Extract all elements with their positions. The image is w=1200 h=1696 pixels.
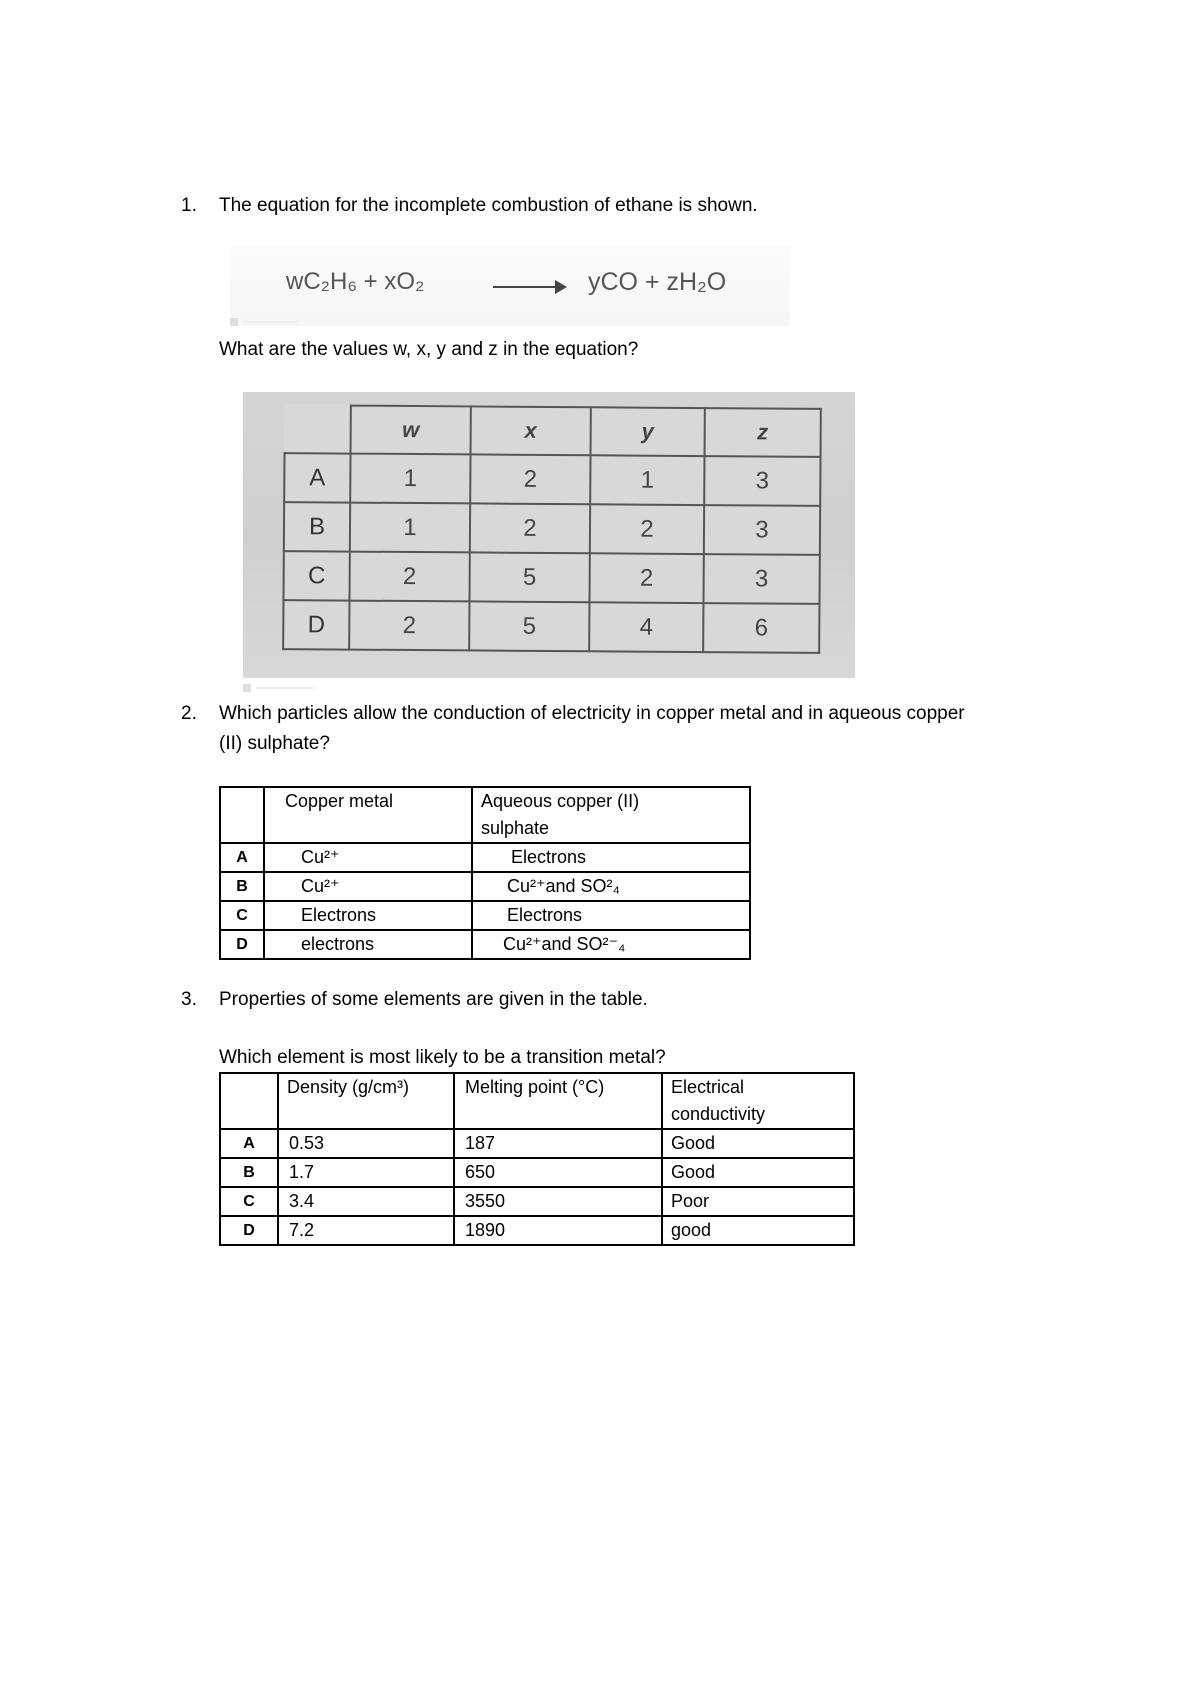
table-row — [220, 1216, 854, 1245]
question-3-number: 3. — [181, 989, 197, 1010]
table-header: Copper metal — [264, 787, 472, 843]
question-1-number: 1. — [181, 195, 197, 216]
option-label: B — [220, 872, 264, 901]
option-label: D — [220, 930, 264, 959]
table-cell: 2 — [349, 552, 469, 602]
table-cell: good — [662, 1216, 854, 1245]
q3-properties-table — [219, 1072, 855, 1246]
table-cell: 7.2 — [278, 1216, 454, 1245]
table-cell: 2 — [349, 601, 469, 651]
table-cell: 1 — [590, 455, 704, 505]
table-cell: Cu²⁺ — [264, 872, 472, 901]
q1-answer-table — [282, 404, 822, 654]
option-label: C — [283, 551, 349, 600]
option-label: C — [220, 1187, 278, 1216]
table-cell: 187 — [454, 1129, 662, 1158]
table-cell: Cu²⁺and SO²⁻₄ — [472, 930, 750, 959]
table-cell: 6 — [703, 603, 819, 653]
question-2-number: 2. — [181, 703, 197, 724]
table-row — [220, 1129, 854, 1158]
table-header — [472, 787, 750, 843]
table-row — [283, 551, 819, 604]
table-row — [284, 502, 820, 555]
table-row — [220, 872, 750, 901]
table-header: x — [471, 406, 591, 455]
table-cell: electrons — [264, 930, 472, 959]
option-label: D — [220, 1216, 278, 1245]
table-header: z — [705, 408, 821, 457]
table-cell: Cu²⁺and SO²₄ — [472, 872, 750, 901]
table-row — [220, 1158, 854, 1187]
table-cell: Good — [662, 1129, 854, 1158]
header-line: sulphate — [481, 818, 550, 838]
option-label: A — [220, 1129, 278, 1158]
table-row — [220, 843, 750, 872]
table-header: w — [351, 406, 471, 455]
question-2-text-line2: (II) sulphate? — [219, 733, 330, 754]
table-cell: Good — [662, 1158, 854, 1187]
table-cell: 2 — [590, 504, 704, 554]
image-placeholder-icon — [243, 684, 251, 692]
table-cell: 2 — [589, 553, 703, 603]
table-cell: 1890 — [454, 1216, 662, 1245]
image-placeholder-icon — [230, 318, 238, 326]
header-line: Electrical — [671, 1077, 745, 1097]
table-row — [284, 453, 820, 506]
table-header: Density (g/cm³) — [278, 1073, 454, 1129]
option-label: B — [220, 1158, 278, 1187]
table-cell: Electrons — [472, 901, 750, 930]
table-cell: 4 — [589, 602, 703, 652]
header-line: conductivity — [671, 1104, 766, 1124]
option-label: A — [284, 453, 350, 502]
table-cell: 3.4 — [278, 1187, 454, 1216]
table-row — [220, 901, 750, 930]
question-3-subquestion: Which element is most likely to be a transition metal? — [219, 1047, 666, 1068]
option-label: B — [284, 502, 350, 551]
table-cell: 0.53 — [278, 1129, 454, 1158]
table-cell: 3 — [704, 456, 820, 506]
table-cell: 3 — [703, 554, 819, 604]
table-row — [283, 600, 819, 653]
option-label: A — [220, 843, 264, 872]
image-caption-line — [255, 687, 315, 689]
table-cell: 5 — [469, 601, 589, 651]
equation-left: wC₂H₆ + xO₂ — [286, 268, 425, 295]
table-cell: Electrons — [472, 843, 750, 872]
option-label: D — [283, 600, 349, 649]
table-cell: Poor — [662, 1187, 854, 1216]
header-line: Aqueous copper (II) — [481, 791, 640, 811]
reaction-arrow-icon — [493, 286, 565, 288]
question-2-text-line1: Which particles allow the conduction of electricity in copper metal and in aqueous copper — [219, 703, 965, 724]
image-caption-line — [242, 321, 298, 323]
equation-right: yCO + zH₂O — [588, 268, 727, 296]
question-1-text: The equation for the incomplete combustion of ethane is shown. — [219, 195, 758, 216]
table-cell: 5 — [469, 552, 589, 602]
table-cell: 650 — [454, 1158, 662, 1187]
question-1-subquestion: What are the values w, x, y and z in the equation? — [219, 339, 639, 360]
table-cell: 1 — [350, 503, 470, 553]
table-row — [220, 1187, 854, 1216]
equation-image — [230, 246, 790, 326]
table-header — [662, 1073, 854, 1129]
answer-table-photo — [243, 392, 855, 678]
question-3-text: Properties of some elements are given in the table. — [219, 989, 648, 1010]
table-cell: Electrons — [264, 901, 472, 930]
q2-answer-table — [219, 786, 751, 960]
table-cell: 3550 — [454, 1187, 662, 1216]
table-cell: 2 — [470, 454, 590, 504]
table-cell: 3 — [704, 505, 820, 555]
table-cell: 1 — [350, 454, 470, 504]
table-row — [220, 930, 750, 959]
table-cell: Cu²⁺ — [264, 843, 472, 872]
table-cell: 2 — [470, 503, 590, 553]
table-header: Melting point (°C) — [454, 1073, 662, 1129]
table-header: y — [591, 407, 705, 456]
table-cell: 1.7 — [278, 1158, 454, 1187]
option-label: C — [220, 901, 264, 930]
